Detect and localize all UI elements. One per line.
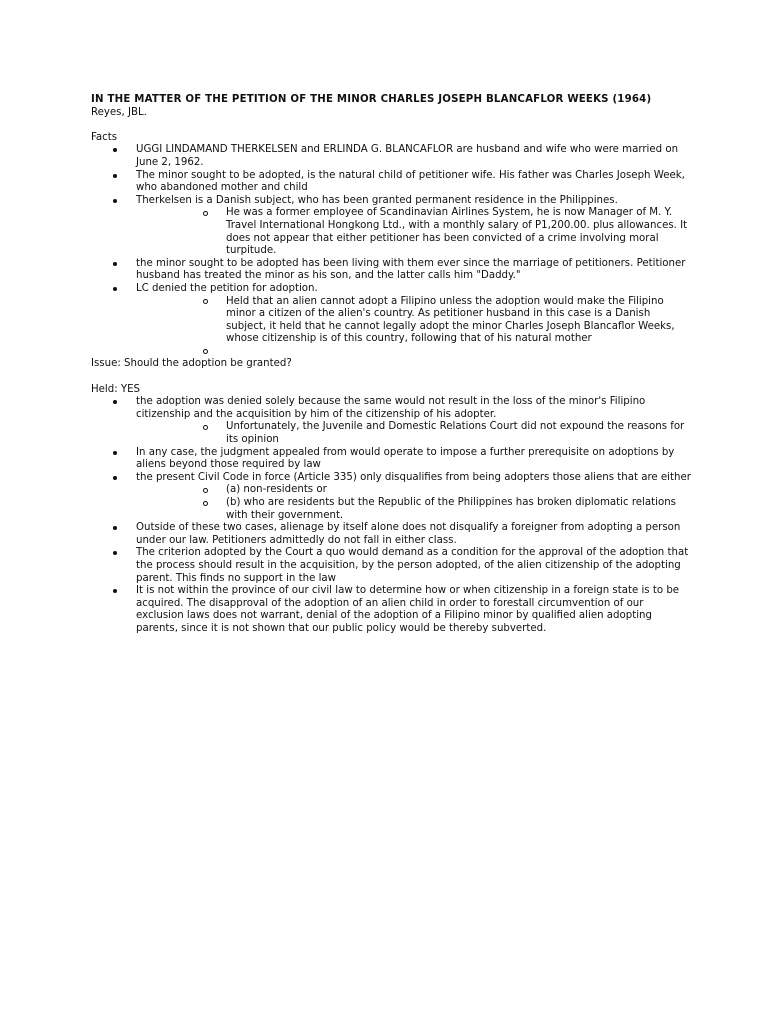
- case-title: IN THE MATTER OF THE PETITION OF THE MINOR CHARLES JOSEPH BLANCAFLOR WEEKS (1964): [91, 94, 652, 105]
- held-item: [91, 396, 691, 446]
- issue-line: Issue: Should the adoption be granted?: [91, 358, 292, 370]
- held-item-text: Outside of these two cases, alienage by itself alone does not disqualify a foreigner from adopting a person under our law. Petitioners admittedly do not fall in either class.: [136, 522, 681, 546]
- author-line: Reyes, JBL.: [91, 106, 147, 118]
- facts-subitem: He was a former employee of Scandinavian Airlines System, he is now Manager of M. Y. Travel International Hongkong Ltd., with a monthly salary of P1,200.00. plus allowances. It does not appear that either petitioner has been convicted of a crime involving moral turpitude.: [136, 207, 691, 257]
- held-item-text: In any case, the judgment appealed from would operate to impose a further prerequisite on adoptions by aliens beyond those required by law: [136, 446, 675, 471]
- facts-subitem: Held that an alien cannot adopt a Filipino unless the adoption would make the Filipino minor a citizen of the alien's country. As petitioner husband in this case is a Danish subject, it held that he cannot legally adopt the minor Charles Joseph Blancaflor Weeks, whose citizenship is of this country, following that of his natural mother: [136, 296, 691, 346]
- facts-sublist: [136, 296, 691, 359]
- held-item: [91, 547, 691, 585]
- held-subitem: (a) non-residents or: [136, 484, 691, 497]
- document-body: [91, 94, 691, 636]
- held-sublist: [136, 421, 691, 446]
- facts-item-text: Therkelsen is a Danish subject, who has been granted permanent residence in the Philippines.: [136, 194, 618, 206]
- facts-sublist: [136, 207, 691, 257]
- facts-item-text: the minor sought to be adopted has been living with them ever since the marriage of petitioners. Petitioner husband has treated the minor as his son, and the latter calls him "Daddy.": [136, 257, 686, 282]
- held-list: [91, 396, 691, 635]
- facts-item: [91, 195, 691, 258]
- facts-item-text: The minor sought to be adopted, is the natural child of petitioner wife. His father was Charles Joseph Week, who abandoned mother and child: [136, 169, 685, 194]
- facts-item: [91, 170, 691, 195]
- held-subitem: (b) who are residents but the Republic of the Philippines has broken diplomatic relations with their government.: [136, 497, 691, 522]
- held-item-text: the adoption was denied solely because the same would not result in the loss of the minor's Filipino citizenship and the acquisition by him of the citizenship of his adopter.: [136, 396, 646, 420]
- facts-list: [91, 144, 691, 358]
- held-sublist: [136, 484, 691, 522]
- held-item: [91, 447, 691, 472]
- spacer: [91, 119, 691, 132]
- facts-item-text: UGGI LINDAMAND THERKELSEN and ERLINDA G. BLANCAFLOR are husband and wife who were married on June 2, 1962.: [136, 144, 679, 168]
- held-heading: Held: YES: [91, 383, 141, 395]
- held-item: [91, 585, 691, 635]
- held-item: [91, 522, 691, 547]
- held-item: [91, 472, 691, 522]
- facts-item: [91, 283, 691, 359]
- held-item-text: It is not within the province of our civil law to determine how or when citizenship in a foreign state is to be acquired. The disapproval of the adoption of an alien child in order to forestall circumvention of our exclusion laws does not warrant, denial of the adoption of a Filipino minor by qualified alien adopting parents, since it is not shown that our public policy would be thereby subverted.: [136, 585, 680, 634]
- held-subitem: Unfortunately, the Juvenile and Domestic Relations Court did not expound the reasons for its opinion: [136, 421, 691, 446]
- held-item-text: The criterion adopted by the Court a quo would demand as a condition for the approval of the adoption that the process should result in the acquisition, by the person adopted, of the alien citizenship of the adopting parent. This finds no support in the law: [136, 547, 689, 584]
- held-item-text: the present Civil Code in force (Article 335) only disqualifies from being adopters those aliens that are either: [136, 471, 691, 483]
- facts-item: [91, 144, 691, 169]
- facts-subitem: [136, 346, 691, 359]
- spacer: [91, 371, 691, 384]
- facts-item-text: LC denied the petition for adoption.: [136, 282, 318, 294]
- facts-heading: Facts: [91, 131, 118, 143]
- facts-item: [91, 258, 691, 283]
